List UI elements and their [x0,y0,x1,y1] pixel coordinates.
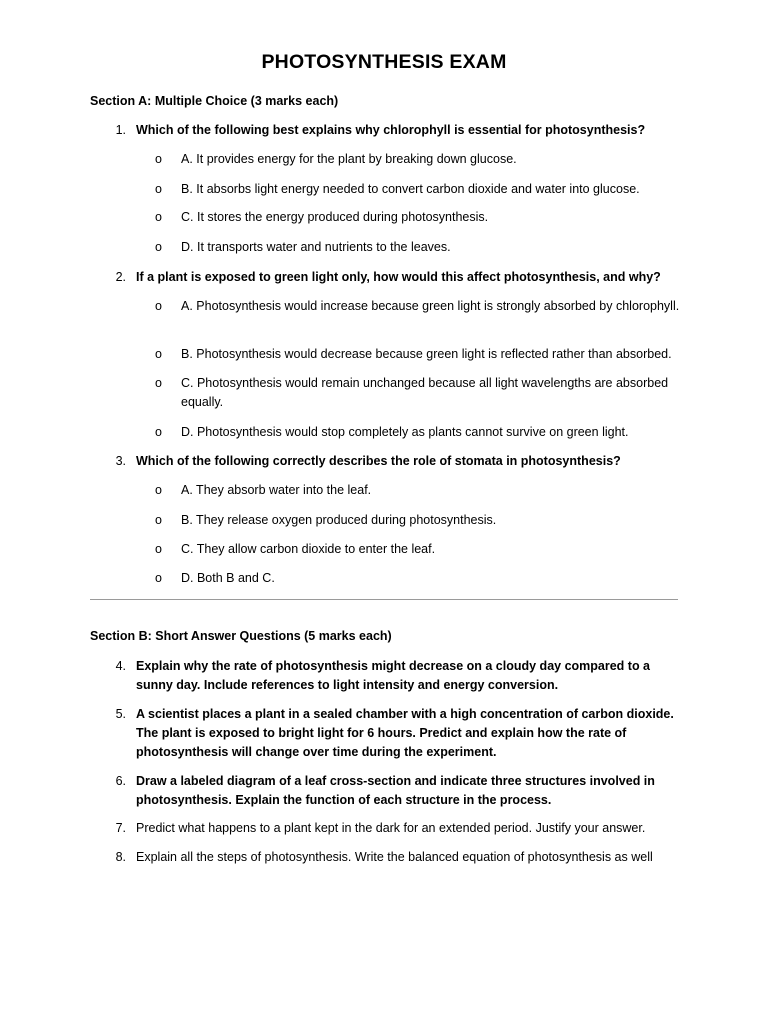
section-a-heading: Section A: Multiple Choice (3 marks each) [90,94,339,108]
question-text: If a plant is exposed to green light only, how would this affect photosynthesis, and why? [136,270,661,284]
option-3b [155,511,680,530]
bullet-icon: o [155,571,162,585]
bullet-icon: o [155,210,162,224]
option-text: A. Photosynthesis would increase because green light is strongly absorbed by chlorophyll. [181,299,680,313]
question-number: 7. [115,821,126,835]
section-divider [90,599,678,600]
option-3a [155,481,680,500]
option-1c [155,208,680,227]
option-2b [155,345,680,364]
option-3d [155,569,680,588]
question-number: 8. [115,850,126,864]
option-text: B. They release oxygen produced during photosynthesis. [181,513,497,527]
question-text: Draw a labeled diagram of a leaf cross-section and indicate three structures involved in photosynthesis. Explain the function of each structure in the process. [136,774,655,807]
question-3 [112,452,682,471]
question-text: Explain all the steps of photosynthesis. Write the balanced equation of photosynthesis as well [136,850,653,864]
question-text: Explain why the rate of photosynthesis might decrease on a cloudy day compared to a sunny day. Include references to light intensity and energy conversion. [136,659,651,692]
bullet-icon: o [155,542,162,556]
bullet-icon: o [155,347,162,361]
option-text: D. It transports water and nutrients to the leaves. [181,240,451,254]
bullet-icon: o [155,182,162,196]
option-1d [155,238,680,257]
bullet-icon: o [155,240,162,254]
option-text: C. They allow carbon dioxide to enter the leaf. [181,542,436,556]
option-text: B. Photosynthesis would decrease because green light is reflected rather than absorbed. [181,347,672,361]
question-text: Which of the following best explains why chlorophyll is essential for photosynthesis? [136,123,646,137]
option-2d [155,423,680,442]
question-text: Which of the following correctly describes the role of stomata in photosynthesis? [136,454,621,468]
bullet-icon: o [155,299,162,313]
question-number: 3. [115,454,126,468]
bullet-icon: o [155,483,162,497]
option-2c [155,374,680,412]
bullet-icon: o [155,152,162,166]
question-text: Predict what happens to a plant kept in the dark for an extended period. Justify your answer. [136,821,646,835]
page-title: PHOTOSYNTHESIS EXAM [261,51,507,73]
option-text: C. Photosynthesis would remain unchanged because all light wavelengths are absorbed equally. [181,376,669,409]
bullet-icon: o [155,376,162,390]
option-text: A. It provides energy for the plant by breaking down glucose. [181,152,517,166]
bullet-icon: o [155,513,162,527]
section-b-heading: Section B: Short Answer Questions (5 marks each) [90,629,392,643]
question-1 [112,121,682,140]
option-1a [155,150,680,169]
option-text: D. Photosynthesis would stop completely as plants cannot survive on green light. [181,425,629,439]
question-number: 1. [115,123,126,137]
question-2 [112,268,682,287]
question-6 [112,772,682,810]
question-8 [112,848,682,867]
question-4 [112,657,682,695]
question-7 [112,819,682,838]
question-number: 4. [115,659,126,673]
question-5 [112,705,682,762]
bullet-icon: o [155,425,162,439]
option-3c [155,540,680,559]
question-number: 5. [115,707,126,721]
question-number: 6. [115,774,126,788]
option-1b [155,180,680,199]
option-2a [155,297,680,316]
question-text: A scientist places a plant in a sealed chamber with a high concentration of carbon dioxide. The plant is exposed to bright light for 6 hours. Predict and explain how the rate of photosynthesis will change over time during the experiment. [136,707,674,759]
option-text: D. Both B and C. [181,571,275,585]
option-text: C. It stores the energy produced during photosynthesis. [181,210,489,224]
option-text: B. It absorbs light energy needed to convert carbon dioxide and water into glucose. [181,182,640,196]
question-number: 2. [115,270,126,284]
option-text: A. They absorb water into the leaf. [181,483,372,497]
